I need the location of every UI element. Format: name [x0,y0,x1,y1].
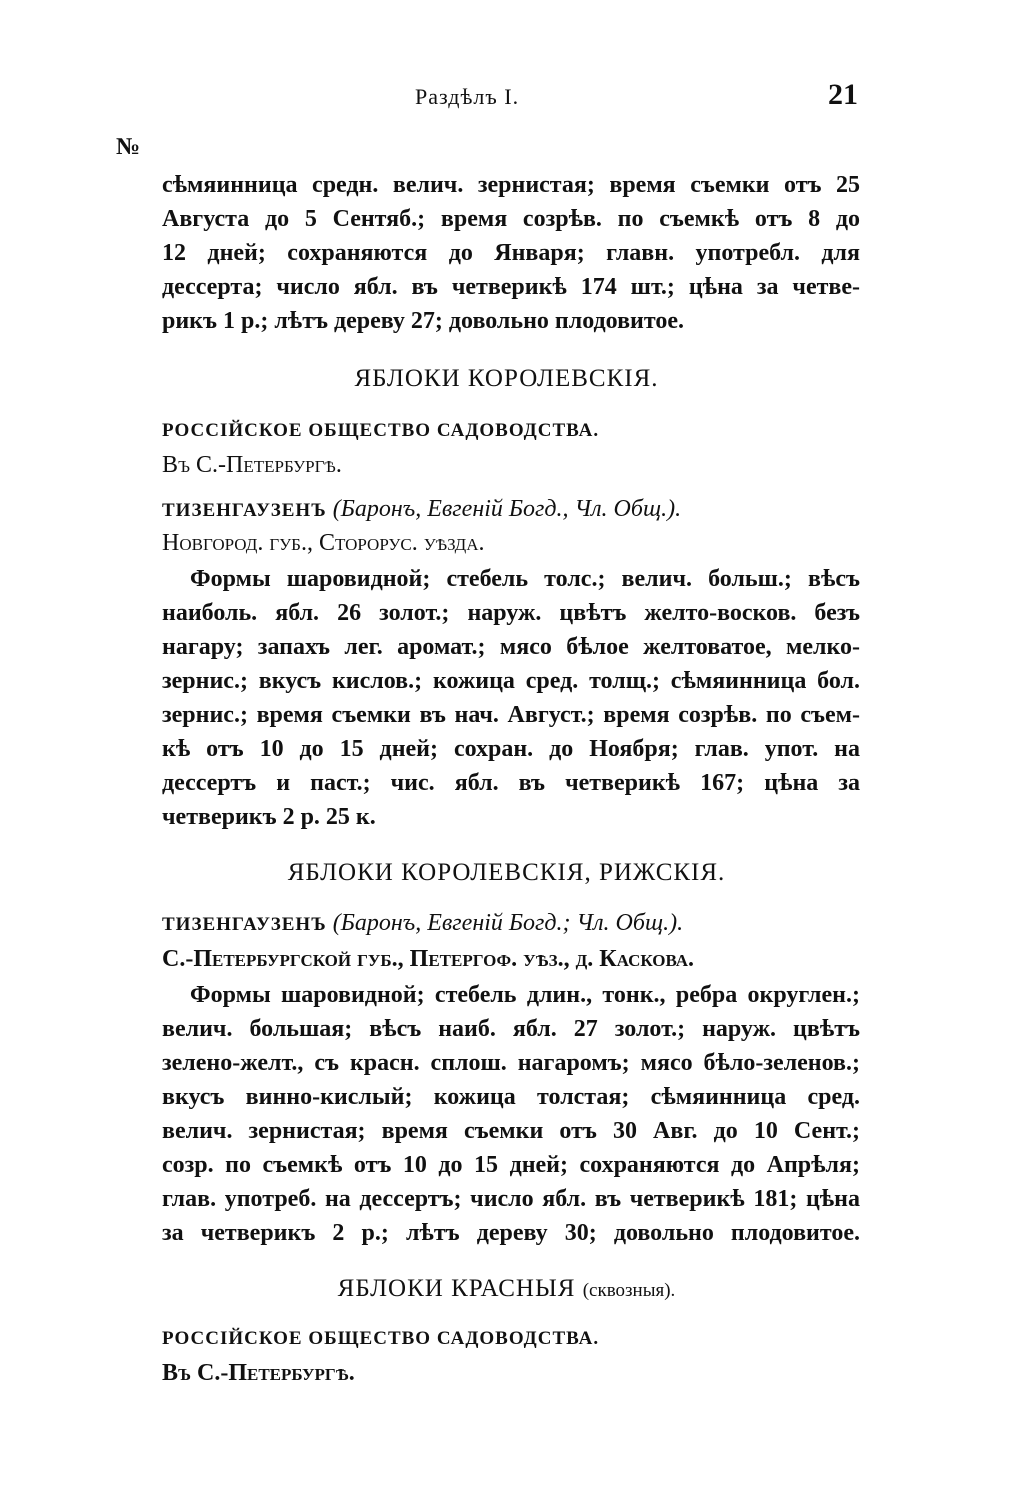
text-line: дессертъ и паст.; чис. ябл. въ четверикѣ 167; цѣна за [162,770,860,796]
section-heading [0,1272,1013,1308]
text-line: четверикъ 2 р. 25 к. [162,804,376,830]
text-line: 12 дней; сохраняются до Января; главн. употребл. для [162,240,860,266]
grower-place: С.-Петербургской губ., Петергоф. уѣз., д. Каскова. [162,946,695,972]
text-line: наиболь. ябл. 26 золот.; наруж. цвѣтъ желто-восков. безъ [162,600,860,626]
section-heading-note: (сквозныя). [582,1280,676,1301]
section-heading-title: ЯБЛОКИ КРАСНЫЯ [337,1275,576,1302]
text-line: зернис.; вкусъ кислов.; кожица сред. толщ.; сѣмяинница бол. [162,668,860,694]
society-name: РОССІЙСКОЕ ОБЩЕСТВО САДОВОДСТВА. [162,420,600,441]
section-heading: ЯБЛОКИ КОРОЛЕВСКІЯ, РИЖСКІЯ. [287,859,726,886]
section-heading: ЯБЛОКИ КОРОЛЕВСКІЯ. [354,365,659,392]
grower-line [162,906,860,940]
text-line: зернис.; время съемки въ нач. Август.; время созрѣв. по съем- [162,702,860,728]
society-place: Въ С.-Петербургѣ. [162,452,342,478]
grower-title: (Баронъ, Евгеній Богд., Чл. Общ.). [332,496,682,522]
number-sign: № [116,134,141,160]
text-line: Формы шаровидной; стебель длин., тонк., ребра округлен.; [190,982,860,1008]
grower-line [162,492,860,526]
text-line: за четверикъ 2 р.; лѣтъ дереву 30; довольно плодовитое. [162,1220,860,1246]
text-line: рикъ 1 р.; лѣтъ дереву 27; довольно плодовитое. [162,308,684,334]
page-number: 21 [828,78,858,111]
grower-place: Новгород. губ., Сторорус. уѣзда. [162,530,485,556]
text-line: велич. зернистая; время съемки отъ 30 Авг. до 10 Сент.; [162,1118,860,1144]
text-line: глав. употреб. на дессертъ; число ябл. въ четверикѣ 181; цѣна [162,1186,860,1212]
society-place: Въ С.-Петербургѣ. [162,1360,355,1386]
society-name: РОССІЙСКОЕ ОБЩЕСТВО САДОВОДСТВА. [162,1328,600,1349]
running-head [0,78,1013,114]
text-line: нагару; запахъ лег. аромат.; мясо бѣлое желтоватое, мелко- [162,634,860,660]
text-line: дессерта; число ябл. въ четверикѣ 174 шт.; цѣна за четве- [162,274,860,300]
text-line: велич. большая; вѣсъ наиб. ябл. 27 золот.; наруж. цвѣтъ [162,1016,860,1042]
text-line: сѣмяинница средн. велич. зернистая; время съемки отъ 25 [162,172,860,198]
grower-name: ТИЗЕНГАУЗЕНЪ [162,500,327,521]
grower-name: ТИЗЕНГАУЗЕНЪ [162,914,327,935]
grower-title: (Баронъ, Евгеній Богд.; Чл. Общ.). [332,910,684,936]
text-line: созр. по съемкѣ отъ 10 до 15 дней; сохраняются до Апрѣля; [162,1152,860,1178]
text-line: вкусъ винно-кислый; кожица толстая; сѣмяинница сред. [162,1084,860,1110]
text-line: зелено-желт., съ красн. сплош. нагаромъ; мясо бѣло-зеленов.; [162,1050,860,1076]
text-line: Формы шаровидной; стебель толс.; велич. больш.; вѣсъ [190,566,860,592]
text-line: Августа до 5 Сентяб.; время созрѣв. по съемкѣ отъ 8 до [162,206,860,232]
text-line: кѣ отъ 10 до 15 дней; сохран. до Ноября; глав. упот. на [162,736,860,762]
running-head-title: Раздѣлъ I. [415,84,520,109]
